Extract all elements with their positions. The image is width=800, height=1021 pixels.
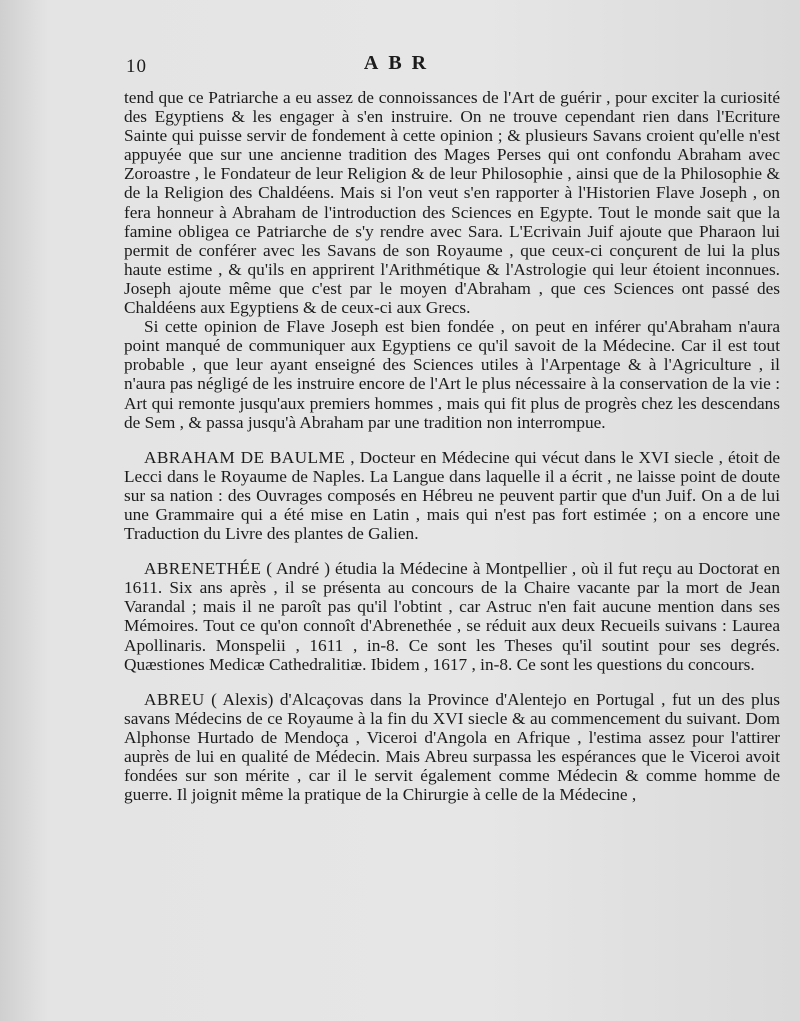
entry-headword: ABRAHAM DE BAULME (144, 447, 346, 467)
page-body (124, 88, 780, 804)
entry-text: , Docteur en Médecine qui vécut dans le XVI siecle , étoit de Lecci dans le Royaume de Naples. La Langue dans laquelle il a écrit , ne laisse point de doute sur sa nation : des Ouvrages composés en Hébreu ne peuvent partir que d'un Juif. On a de lui une Grammaire qui a été mise en Latin , mais qui n'est pas fort estimée ; on a encore une Traduction du Livre des plantes de Galien. (124, 447, 780, 544)
entry-headword: ABREU (144, 689, 205, 709)
entry-abraham-de-baulme (124, 448, 780, 543)
entry-abreu (124, 690, 780, 805)
entry-text: ( Alexis) d'Alcaçovas dans la Province d'Alentejo en Portugal , fut un des plus savans Médecins de ce Royaume à la fin du XVI siecle & au commencement du suivant. Dom Alphonse Hurtado de Mendoça , Viceroi d'Angola en Afrique , l'estima assez pour l'attirer auprès de lui en qualité de Médecin. Mais Abreu surpassa les espérances que le Viceroi avoit fondées sur son mérite , car il le servit également comme Médecin & comme homme de guerre. Il joignit même la pratique de la Chirurgie à celle de la Médecine , (124, 689, 780, 805)
entry-text: ( André ) étudia la Médecine à Montpellier , où il fut reçu au Doctorat en 1611. Six ans après , il se présenta au concours de la Chaire vacante par la mort de Jean Varandal ; mais il ne paroît pas qu'il l'obtint , car Astruc n'en fait aucune mention dans ses Mémoires. Tout ce qu'on connoît d'Abrenethée , se réduit aux deux Recueils suivans : Laurea Apollinaris. Monspelii , 1611 , in-8. Ce sont les Theses qu'il soutint pour ses degrés. Quæstiones Medicæ Cathedralitiæ. Ibidem , 1617 , in-8. Ce sont les questions du concours. (124, 559, 780, 674)
entry-abrenethee (124, 559, 780, 674)
entry-headword: ABRENETHÉE (144, 559, 262, 579)
paragraph-continuation: tend que ce Patriarche a eu assez de connoissances de l'Art de guérir , pour exciter la curiosité des Egyptiens & les engager à s'en instruire. On ne trouve cependant rien dans l'Ecriture Sainte qui puisse servir de fondement à cette opinion ; & plusieurs Savans croient qu'elle n'est appuyée que sur une ancienne tradition des Mages Perses qui ont confondu Abraham avec Zoroastre , le Fondateur de leur Religion & de leur Philosophie , ainsi que de la Philosophie & de la Religion des Chaldéens. Mais si l'on veut s'en rapporter à l'Historien Flave Joseph , on fera honneur à Abraham de l'introduction des Sciences en Egypte. Tout le monde sait que la famine obligea ce Patriarche de s'y rendre avec Sara. L'Ecrivain Juif ajoute que Pharaon lui permit de conférer avec les Savans de son Royaume , que ceux-ci conçurent de lui la plus haute estime , & qu'ils en apprirent l'Arithmétique & l'Astrologie qui leur étoient inconnues. Joseph ajoute même que c'est par le moyen d'Abraham , que ces Sciences ont passé des Chaldéens aux Egyptiens & de ceux-ci aux Grecs. (124, 88, 780, 318)
paragraph: Si cette opinion de Flave Joseph est bien fondée , on peut en inférer qu'Abraham n'aura point manqué de communiquer aux Egyptiens ce qu'il savoit de la Médecine. Car il est tout probable , que leur ayant enseigné des Sciences utiles à l'Arpentage & à l'Agriculture , il n'aura pas négligé de les instruire encore de l'Art le plus nécessaire à la conservation de la vie : Art qui remonte jusqu'aux premiers hommes , mais qui fit plus de progrès chez les descendans de Sem , & passa jusqu'à Abraham par une tradition non interrompue. (124, 317, 780, 432)
page-number: 10 (126, 56, 147, 77)
running-head: ABR (363, 52, 437, 74)
